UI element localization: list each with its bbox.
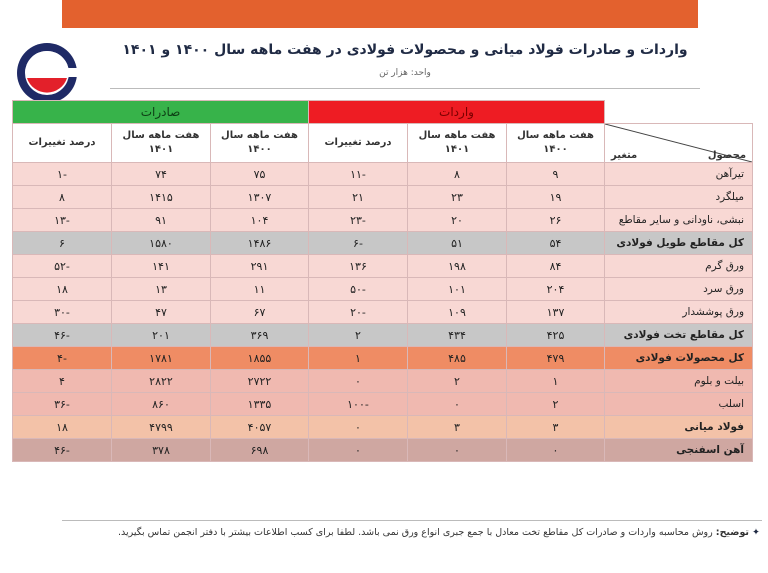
table-row (13, 347, 753, 370)
product-name-cell: کل مقاطع طویل فولادی (605, 232, 753, 255)
value-cell: ۳ (408, 416, 507, 439)
product-name-cell: فولاد میانی (605, 416, 753, 439)
product-name-cell: ورق گرم (605, 255, 753, 278)
value-cell: ۱۸۵۵ (211, 347, 309, 370)
value-cell: ۲ (309, 324, 408, 347)
value-cell: -۶ (309, 232, 408, 255)
corner-product-label: محصول (707, 150, 747, 161)
value-cell: ۲۷۲۲ (211, 370, 309, 393)
subheader-cell: هفت ماهه سال ۱۴۰۱ (408, 124, 507, 163)
value-cell: ۲۸۲۲ (112, 370, 211, 393)
value-cell: ۱۴۸۶ (211, 232, 309, 255)
value-cell: ۱۹۸ (408, 255, 507, 278)
value-cell: ۱ (507, 370, 605, 393)
value-cell: ۸ (408, 163, 507, 186)
value-cell: ۳۶۹ (211, 324, 309, 347)
value-cell: -۳۶ (13, 393, 112, 416)
product-name-cell: کل مقاطع تخت فولادی (605, 324, 753, 347)
value-cell: -۱۰۰ (309, 393, 408, 416)
value-cell: -۲۰ (309, 301, 408, 324)
value-cell: ۸ (13, 186, 112, 209)
imports-group-header: واردات (309, 101, 605, 124)
value-cell: ۲ (408, 370, 507, 393)
footnote-text: روش محاسبه واردات و صادرات کل مقاطع تخت معادل با جمع جبری انواع ورق نمی باشد. لطفا برای کسب اطلاعات بیشتر با دفتر انجمن تماس بگیرید. (117, 527, 713, 538)
value-cell: ۴۰۵۷ (211, 416, 309, 439)
value-cell: ۸۶۰ (112, 393, 211, 416)
value-cell: ۲۰۱ (112, 324, 211, 347)
bullet-icon: ✦ (752, 527, 760, 538)
value-cell: -۱۱ (309, 163, 408, 186)
value-cell: ۲ (507, 393, 605, 416)
association-logo (12, 38, 82, 108)
value-cell: ۸۴ (507, 255, 605, 278)
table-row (13, 301, 753, 324)
subheader-cell: درصد تغییرات (309, 124, 408, 163)
value-cell: ۱۸ (13, 416, 112, 439)
value-cell: ۰ (408, 439, 507, 462)
footer-divider (62, 520, 762, 521)
table-row (13, 255, 753, 278)
value-cell: -۵۲ (13, 255, 112, 278)
table-row (13, 278, 753, 301)
product-name-cell: ورق پوششدار (605, 301, 753, 324)
subheader-cell: هفت ماهه سال ۱۴۰۱ (112, 124, 211, 163)
value-cell: -۱ (13, 163, 112, 186)
value-cell: ۷۴ (112, 163, 211, 186)
value-cell: -۵۰ (309, 278, 408, 301)
value-cell: ۳ (507, 416, 605, 439)
value-cell: ۴۷ (112, 301, 211, 324)
value-cell: -۴۶ (13, 439, 112, 462)
value-cell: ۰ (507, 439, 605, 462)
product-name-cell: اسلب (605, 393, 753, 416)
product-name-cell: میلگرد (605, 186, 753, 209)
table-row (13, 416, 753, 439)
value-cell: ۱۷۸۱ (112, 347, 211, 370)
value-cell: ۴۲۵ (507, 324, 605, 347)
page-title: واردات و صادرات فولاد میانی و محصولات فولادی در هفت ماهه سال ۱۴۰۰ و ۱۴۰۱ (122, 42, 688, 58)
product-name-cell: آهن اسفنجی (605, 439, 753, 462)
trade-table (12, 100, 753, 462)
value-cell: ۱۵۸۰ (112, 232, 211, 255)
value-cell: ۵۱ (408, 232, 507, 255)
subheader-cell: هفت ماهه سال ۱۴۰۰ (507, 124, 605, 163)
table-row (13, 186, 753, 209)
value-cell: ۱۳۰۷ (211, 186, 309, 209)
unit-label: واحد: هزار تن (379, 68, 431, 78)
value-cell: -۴۶ (13, 324, 112, 347)
value-cell: -۱۳ (13, 209, 112, 232)
value-cell: ۱۰۱ (408, 278, 507, 301)
exports-group-header: صادرات (13, 101, 309, 124)
value-cell: ۴ (13, 370, 112, 393)
table-row (13, 232, 753, 255)
value-cell: ۱۳۳۵ (211, 393, 309, 416)
value-cell: ۴۳۴ (408, 324, 507, 347)
value-cell: -۴ (13, 347, 112, 370)
value-cell: ۲۳ (408, 186, 507, 209)
value-cell: ۶۷ (211, 301, 309, 324)
table-row (13, 209, 753, 232)
value-cell: ۲۰۴ (507, 278, 605, 301)
table-row (13, 324, 753, 347)
product-name-cell: بیلت و بلوم (605, 370, 753, 393)
footnote (20, 527, 760, 538)
value-cell: ۰ (309, 416, 408, 439)
value-cell: ۵۴ (507, 232, 605, 255)
value-cell: ۱۳۶ (309, 255, 408, 278)
value-cell: ۴۷۹ (507, 347, 605, 370)
value-cell: ۳۷۸ (112, 439, 211, 462)
value-cell: ۲۰ (408, 209, 507, 232)
title-divider (110, 88, 700, 89)
table-row (13, 163, 753, 186)
value-cell: ۰ (408, 393, 507, 416)
value-cell: ۲۶ (507, 209, 605, 232)
value-cell: ۲۹۱ (211, 255, 309, 278)
value-cell: ۷۵ (211, 163, 309, 186)
value-cell: ۹۱ (112, 209, 211, 232)
value-cell: ۰ (309, 370, 408, 393)
corner-variable-label: متغیر (611, 150, 638, 161)
table-row (13, 393, 753, 416)
value-cell: ۲۱ (309, 186, 408, 209)
value-cell: -۲۳ (309, 209, 408, 232)
value-cell: ۰ (309, 439, 408, 462)
value-cell: ۱۹ (507, 186, 605, 209)
value-cell: ۱۴۱ (112, 255, 211, 278)
product-name-cell: ورق سرد (605, 278, 753, 301)
value-cell: ۶ (13, 232, 112, 255)
value-cell: ۱۳ (112, 278, 211, 301)
footnote-label: توضیح: (715, 527, 749, 538)
table-body (13, 163, 753, 462)
value-cell: ۱۳۷ (507, 301, 605, 324)
top-banner-bar (62, 0, 698, 28)
value-cell: ۱۸ (13, 278, 112, 301)
value-cell: ۹ (507, 163, 605, 186)
value-cell: ۴۷۹۹ (112, 416, 211, 439)
corner-header-cell (605, 124, 753, 163)
value-cell: ۶۹۸ (211, 439, 309, 462)
value-cell: -۳۰ (13, 301, 112, 324)
product-name-cell: تیرآهن (605, 163, 753, 186)
product-name-cell: نبشی، ناودانی و سایر مقاطع (605, 209, 753, 232)
value-cell: ۴۸۵ (408, 347, 507, 370)
subheader-cell: هفت ماهه سال ۱۴۰۰ (211, 124, 309, 163)
table-row (13, 439, 753, 462)
value-cell: ۱ (309, 347, 408, 370)
value-cell: ۱۴۱۵ (112, 186, 211, 209)
value-cell: ۱۰۹ (408, 301, 507, 324)
subheader-cell: درصد تغییرات (13, 124, 112, 163)
value-cell: ۱۱ (211, 278, 309, 301)
value-cell: ۱۰۴ (211, 209, 309, 232)
product-name-cell: کل محصولات فولادی (605, 347, 753, 370)
table-row (13, 370, 753, 393)
